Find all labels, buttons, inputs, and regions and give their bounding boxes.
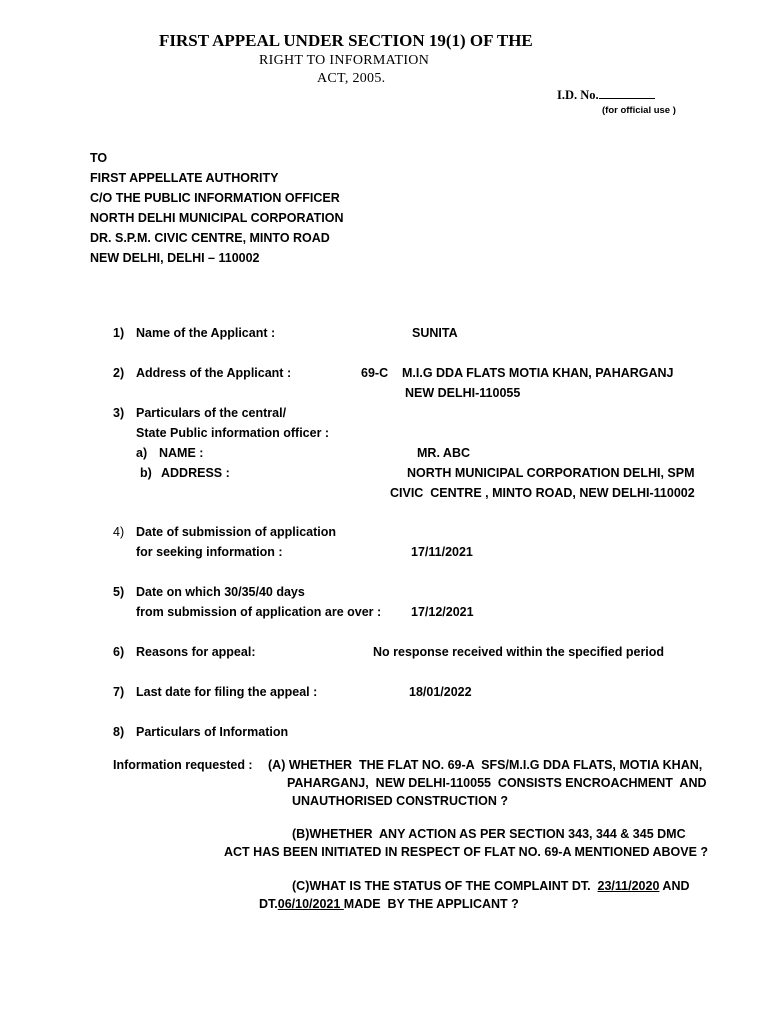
appeal-reason-label: Reasons for appeal:	[136, 645, 256, 659]
addressee-line: NORTH DELHI MUNICIPAL CORPORATION	[90, 211, 344, 225]
addressee-to: TO	[90, 151, 108, 165]
complaint-date-2: 06/10/2021	[277, 897, 344, 911]
appeal-subtitle: RIGHT TO INFORMATION	[259, 53, 430, 68]
addressee-line: FIRST APPELLATE AUTHORITY	[90, 171, 279, 185]
last-date-value: 18/01/2022	[409, 685, 472, 699]
deadline-label: from submission of application are over :	[136, 605, 382, 619]
item-number: 1)	[113, 326, 125, 340]
item-number: 6)	[113, 645, 125, 659]
information-question-b: (B)WHETHER ANY ACTION AS PER SECTION 343, 344 & 345 DMC	[292, 827, 686, 841]
sub-item-marker: a)	[136, 446, 148, 460]
question-c-text: DT.	[259, 897, 278, 911]
information-question-b: ACT HAS BEEN INITIATED IN RESPECT OF FLAT NO. 69-A MENTIONED ABOVE ?	[224, 845, 709, 859]
question-c-text: (C)WHAT IS THE STATUS OF THE COMPLAINT DT.	[292, 879, 598, 893]
pio-label: State Public information officer :	[136, 426, 330, 440]
applicant-address-value: NEW DELHI-110055	[405, 386, 521, 400]
item-number: 3)	[113, 406, 125, 420]
pio-address-value: CIVIC CENTRE , MINTO ROAD, NEW DELHI-110002	[390, 486, 695, 500]
appeal-reason-value: No response received within the specified period	[373, 645, 665, 659]
submission-date-label: for seeking information :	[136, 545, 283, 559]
information-question-a: (A) WHETHER THE FLAT NO. 69-A SFS/M.I.G DDA FLATS, MOTIA KHAN,	[268, 758, 703, 772]
addressee-line: C/O THE PUBLIC INFORMATION OFFICER	[90, 191, 340, 205]
id-number-label: I.D. No.	[557, 88, 599, 102]
question-c-text: AND	[659, 879, 690, 893]
submission-date-value: 17/11/2021	[411, 545, 473, 559]
submission-date-label: Date of submission of application	[136, 525, 337, 539]
official-use-note: (for official use )	[602, 105, 676, 116]
information-requested-label: Information requested :	[113, 758, 253, 772]
id-number-field	[557, 87, 655, 103]
addressee-line: DR. S.P.M. CIVIC CENTRE, MINTO ROAD	[90, 231, 330, 245]
sub-item-marker: b)	[140, 466, 152, 480]
appeal-act: ACT, 2005.	[317, 71, 386, 86]
item-number: 2)	[113, 366, 125, 380]
pio-name-label: NAME :	[159, 446, 204, 460]
applicant-address-value: 69-C M.I.G DDA FLATS MOTIA KHAN, PAHARGANJ	[361, 366, 674, 380]
item-number: 4)	[113, 525, 125, 539]
addressee-line: NEW DELHI, DELHI – 110002	[90, 251, 260, 265]
question-c-text: MADE BY THE APPLICANT ?	[343, 897, 519, 911]
pio-name-value: MR. ABC	[417, 446, 471, 460]
information-question-c	[292, 879, 690, 893]
particulars-label: Particulars of Information	[136, 725, 289, 739]
item-number: 8)	[113, 725, 125, 739]
applicant-name-value: SUNITA	[412, 326, 458, 340]
complaint-date-1: 23/11/2020	[597, 879, 660, 893]
applicant-address-label: Address of the Applicant :	[136, 366, 292, 380]
item-number: 7)	[113, 685, 125, 699]
information-question-c	[259, 897, 519, 911]
pio-label: Particulars of the central/	[136, 406, 287, 420]
pio-address-value: NORTH MUNICIPAL CORPORATION DELHI, SPM	[407, 466, 695, 480]
pio-address-label: ADDRESS :	[161, 466, 230, 480]
appeal-title: FIRST APPEAL UNDER SECTION 19(1) OF THE	[159, 31, 533, 50]
item-number: 5)	[113, 585, 125, 599]
last-date-label: Last date for filing the appeal :	[136, 685, 318, 699]
deadline-label: Date on which 30/35/40 days	[136, 585, 305, 599]
id-number-blank	[599, 87, 655, 99]
information-question-a: UNAUTHORISED CONSTRUCTION ?	[292, 794, 508, 808]
deadline-value: 17/12/2021	[411, 605, 474, 619]
information-question-a: PAHARGANJ, NEW DELHI-110055 CONSISTS ENCROACHMENT AND	[287, 776, 707, 790]
applicant-name-label: Name of the Applicant :	[136, 326, 276, 340]
